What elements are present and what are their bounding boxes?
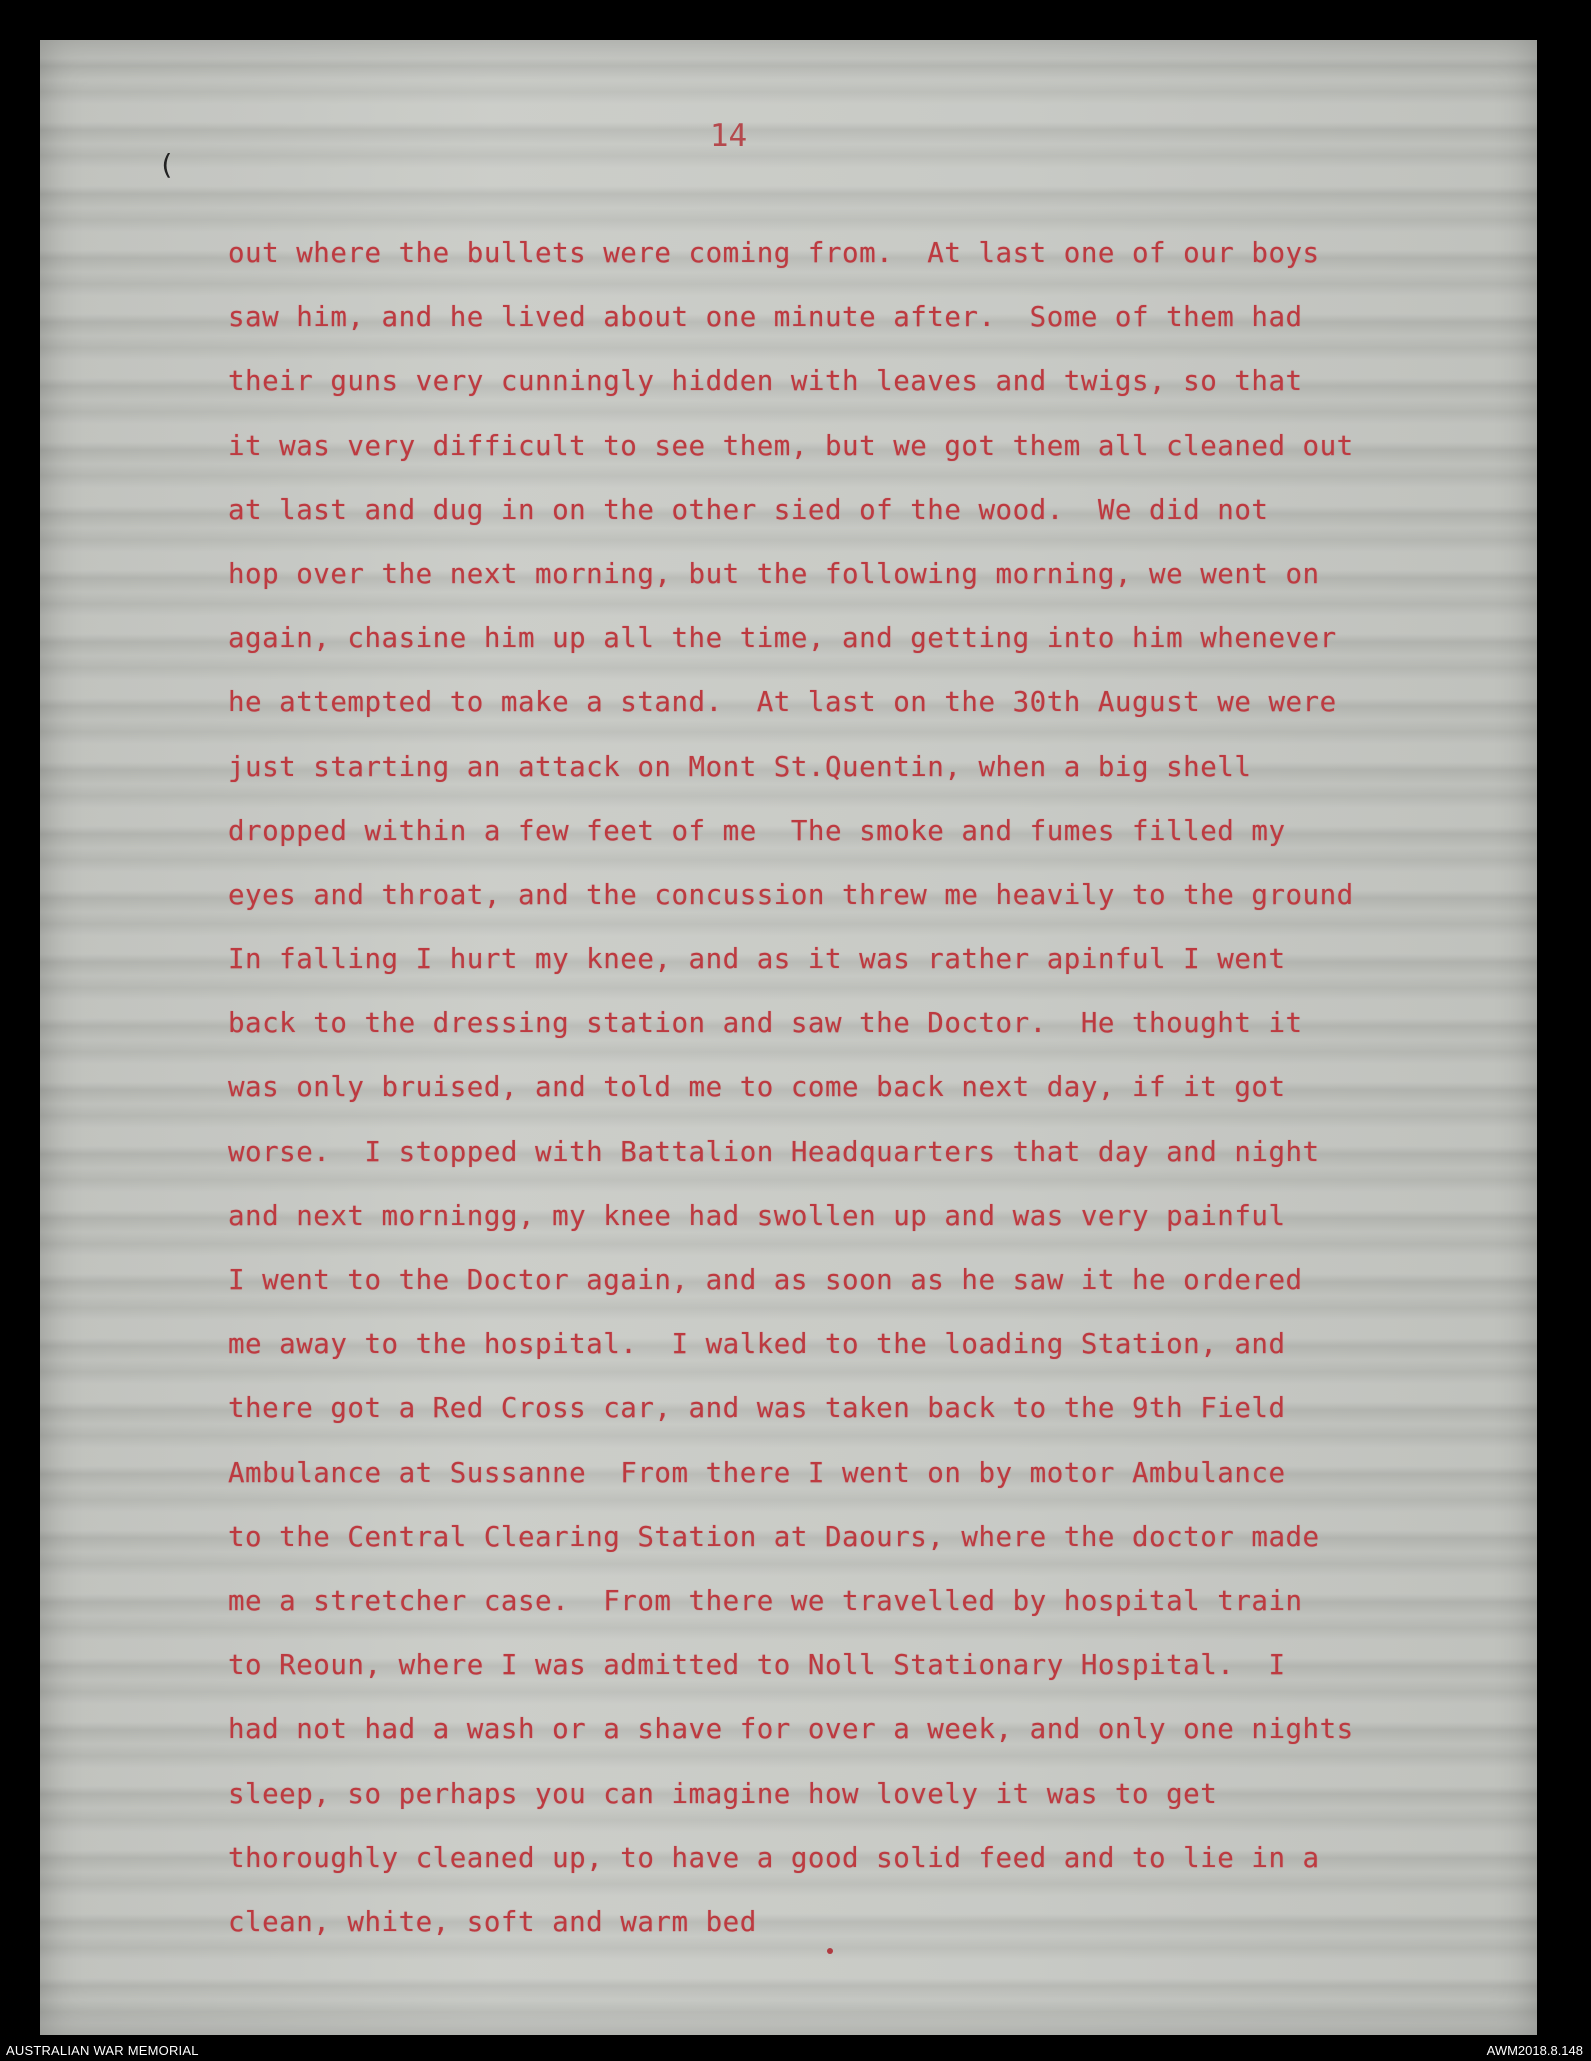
text-line-9: just starting an attack on Mont St.Quentin, when a big shell [228, 750, 1252, 783]
text-line-2: saw him, and he lived about one minute after. Some of them had [228, 301, 1303, 334]
text-line-15: worse. I stopped with Battalion Headquarters that day and night [228, 1135, 1320, 1168]
catalogue-number: AWM2018.8.148 [1486, 2043, 1583, 2058]
archive-credit: AUSTRALIAN WAR MEMORIAL [6, 2043, 199, 2058]
end-mark [827, 1948, 833, 1954]
text-line-8: he attempted to make a stand. At last on the 30th August we were [228, 686, 1337, 719]
text-line-4: it was very difficult to see them, but we got them all cleaned out [228, 429, 1354, 462]
text-line-24: had not had a wash or a shave for over a week, and only one nights [228, 1713, 1354, 1746]
text-line-17: I went to the Doctor again, and as soon as he saw it he ordered [228, 1264, 1303, 1296]
text-line-3: their guns very cunningly hidden with leaves and twigs, so that [228, 365, 1303, 398]
text-line-13: back to the dressing station and saw the Doctor. He thought it [228, 1007, 1303, 1040]
text-line-1: out where the bullets were coming from. At last one of our boys [228, 237, 1320, 269]
text-line-7: again, chasine him up all the time, and getting into him whenever [228, 622, 1337, 655]
text-line-12: In falling I hurt my knee, and as it was rather apinful I went [228, 943, 1286, 976]
text-line-21: to the Central Clearing Station at Daours, where the doctor made [228, 1520, 1320, 1553]
text-line-25: sleep, so perhaps you can imagine how lovely it was to get [228, 1777, 1218, 1810]
text-line-23: to Reoun, where I was admitted to Noll Stationary Hospital. I [228, 1649, 1286, 1682]
text-line-19: there got a Red Cross car, and was taken back to the 9th Field [228, 1392, 1286, 1425]
margin-mark: ( [158, 148, 175, 181]
text-line-11: eyes and throat, and the concussion threw me heavily to the ground [228, 878, 1354, 911]
page-number: 14 [709, 118, 748, 154]
text-line-16: and next morningg, my knee had swollen up and was very painful [228, 1199, 1286, 1232]
text-line-10: dropped within a few feet of me The smoke and fumes filled my [228, 814, 1286, 847]
text-line-27: clean, white, soft and warm bed [228, 1905, 757, 1938]
letter-body [228, 221, 1568, 1954]
text-line-5: at last and dug in on the other sied of the wood. We did not [228, 493, 1269, 526]
text-line-26: thoroughly cleaned up, to have a good solid feed and to lie in a [228, 1841, 1320, 1874]
text-line-18: me away to the hospital. I walked to the loading Station, and [228, 1328, 1286, 1361]
archive-footer [0, 2040, 1591, 2061]
text-line-22: me a stretcher case. From there we travelled by hospital train [228, 1584, 1303, 1617]
typed-page [40, 40, 1537, 2035]
text-line-6: hop over the next morning, but the following morning, we went on [228, 557, 1320, 590]
text-line-14: was only bruised, and told me to come back next day, if it got [228, 1071, 1286, 1104]
text-line-20: Ambulance at Sussanne From there I went on by motor Ambulance [228, 1456, 1286, 1489]
